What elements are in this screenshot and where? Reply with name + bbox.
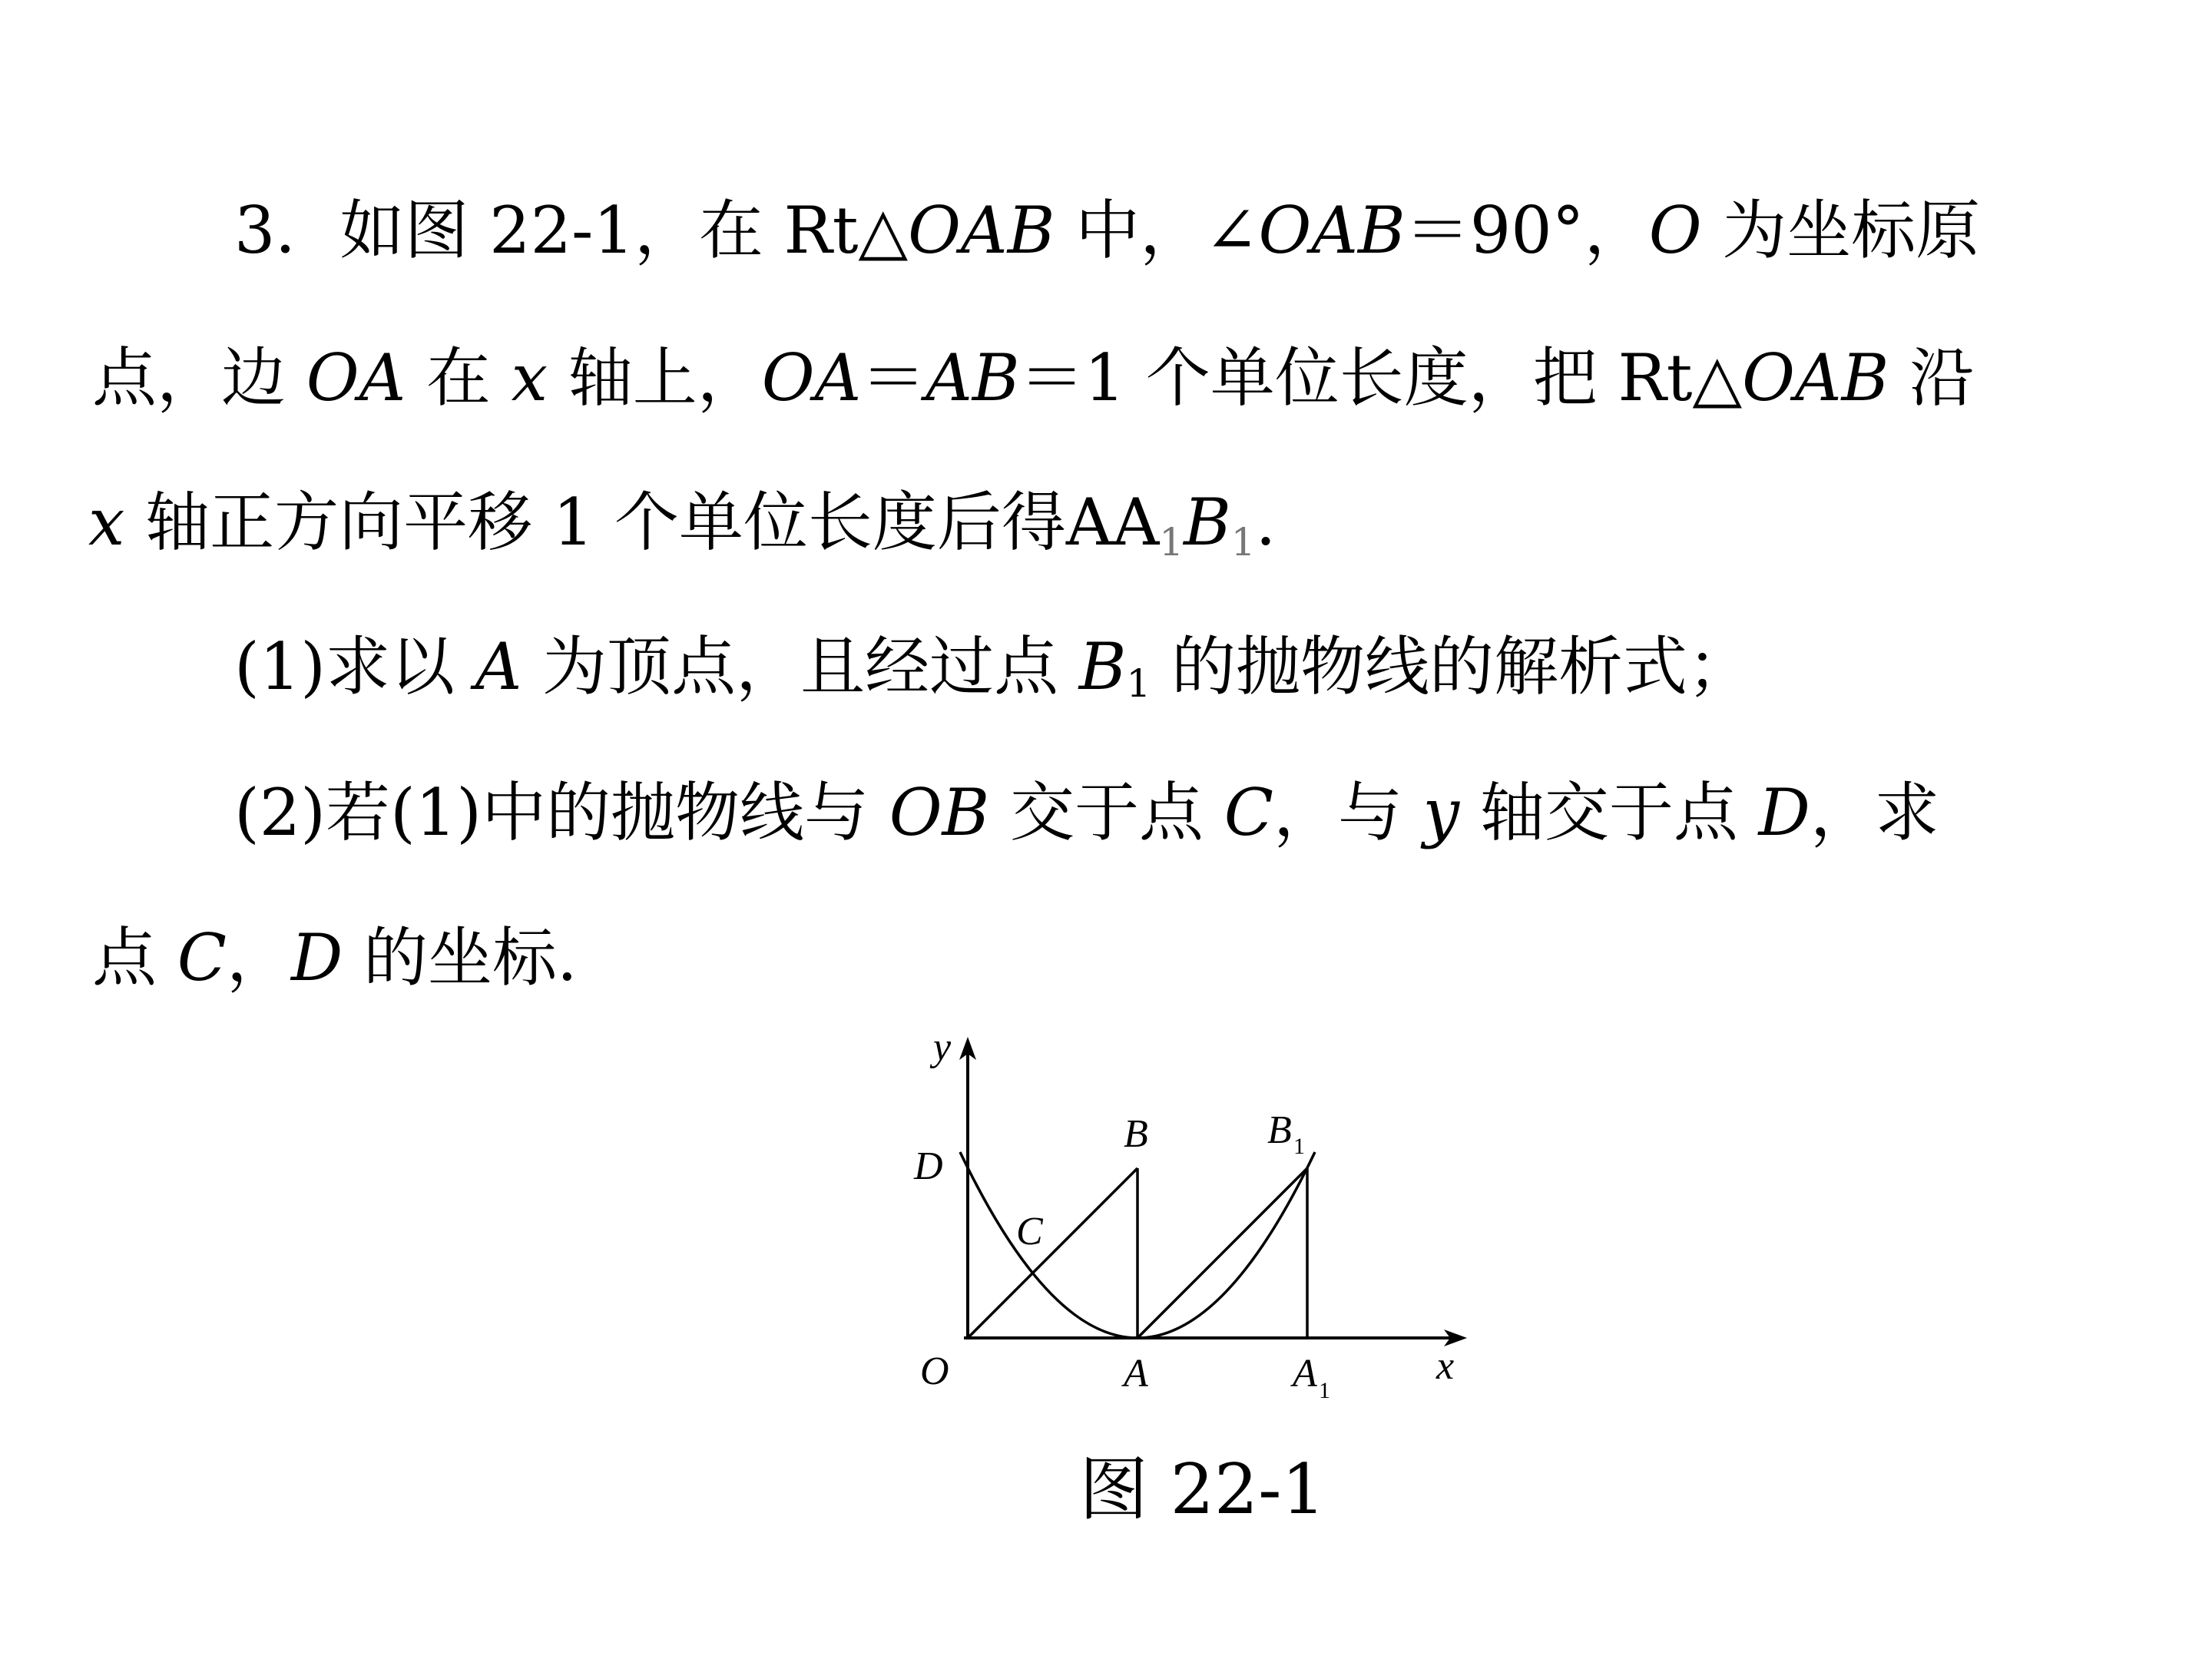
- text: 的坐标.: [343, 920, 578, 995]
- text: 轴上，: [548, 340, 762, 416]
- subscript: 1: [1230, 520, 1256, 565]
- text: 轴正方向平移 1 个单位长度后得AA: [124, 485, 1160, 560]
- label-B1: B: [1267, 1108, 1292, 1152]
- text: 3．如图 22-1，在 Rt△: [234, 193, 909, 268]
- problem-line-2: [92, 340, 1975, 416]
- text: 轴交于点: [1459, 775, 1759, 850]
- text: ，: [226, 920, 291, 995]
- math-text: OB: [889, 775, 990, 850]
- text: ＝: [861, 340, 926, 416]
- math-text: O: [1648, 193, 1702, 268]
- label-B: B: [1124, 1112, 1148, 1156]
- math-text: AB: [926, 340, 1020, 416]
- label-B1-subscript: 1: [1293, 1134, 1305, 1159]
- segment-OB: [968, 1168, 1137, 1338]
- text: ＝1 个单位长度，把 Rt△: [1019, 340, 1743, 416]
- problem-line-1: [234, 193, 1981, 268]
- label-y: y: [933, 1029, 952, 1069]
- text: ，与: [1273, 775, 1423, 850]
- label-x: x: [1436, 1344, 1455, 1388]
- label-A1: A: [1293, 1352, 1317, 1396]
- math-text: y: [1422, 775, 1460, 850]
- label-A: A: [1124, 1352, 1148, 1396]
- label-O: O: [920, 1349, 949, 1393]
- figure-caption: 图 22-1: [1079, 1449, 1326, 1530]
- text: (1)求以: [234, 629, 475, 704]
- math-text: C: [177, 920, 227, 995]
- text: 在: [406, 340, 512, 416]
- text: .: [1255, 485, 1277, 560]
- text: 沿: [1889, 340, 1975, 416]
- text: 点: [92, 920, 177, 995]
- math-text: D: [1758, 775, 1810, 850]
- math-text: x: [88, 485, 125, 560]
- math-text: A: [475, 629, 522, 704]
- subscript: 1: [1159, 520, 1184, 565]
- label-A1-subscript: 1: [1319, 1378, 1330, 1403]
- text: 交于点: [989, 775, 1224, 850]
- text: ＝90°，: [1405, 193, 1649, 268]
- problem-part-1: [234, 629, 1753, 706]
- math-text: OAB: [1742, 340, 1889, 416]
- problem-part-2: [234, 775, 1939, 850]
- subscript: 1: [1126, 661, 1151, 706]
- text: (2)若(1)中的抛物线与: [234, 775, 889, 850]
- math-text: OAB: [908, 193, 1055, 268]
- text: 点，边: [92, 340, 306, 416]
- problem-part-2-continued: [92, 920, 578, 995]
- segment-AB1: [1137, 1168, 1307, 1338]
- math-text: B: [1078, 629, 1127, 704]
- math-text: x: [511, 340, 548, 416]
- text: 为坐标原: [1701, 193, 1981, 268]
- text: 中，∠: [1055, 193, 1259, 268]
- math-text: C: [1224, 775, 1273, 850]
- coordinate-figure: [906, 1029, 1490, 1413]
- math-text: OAB: [1258, 193, 1406, 268]
- text: 的抛物线的解析式；: [1151, 629, 1753, 704]
- label-C: C: [1016, 1210, 1043, 1253]
- label-D: D: [914, 1144, 943, 1188]
- problem-line-3: [88, 485, 1277, 565]
- text: ，求: [1810, 775, 1939, 850]
- math-text: B: [1184, 485, 1231, 560]
- text: 为顶点，且经过点: [522, 629, 1079, 704]
- math-text: D: [291, 920, 343, 995]
- math-text: OA: [306, 340, 406, 416]
- math-text: OA: [761, 340, 862, 416]
